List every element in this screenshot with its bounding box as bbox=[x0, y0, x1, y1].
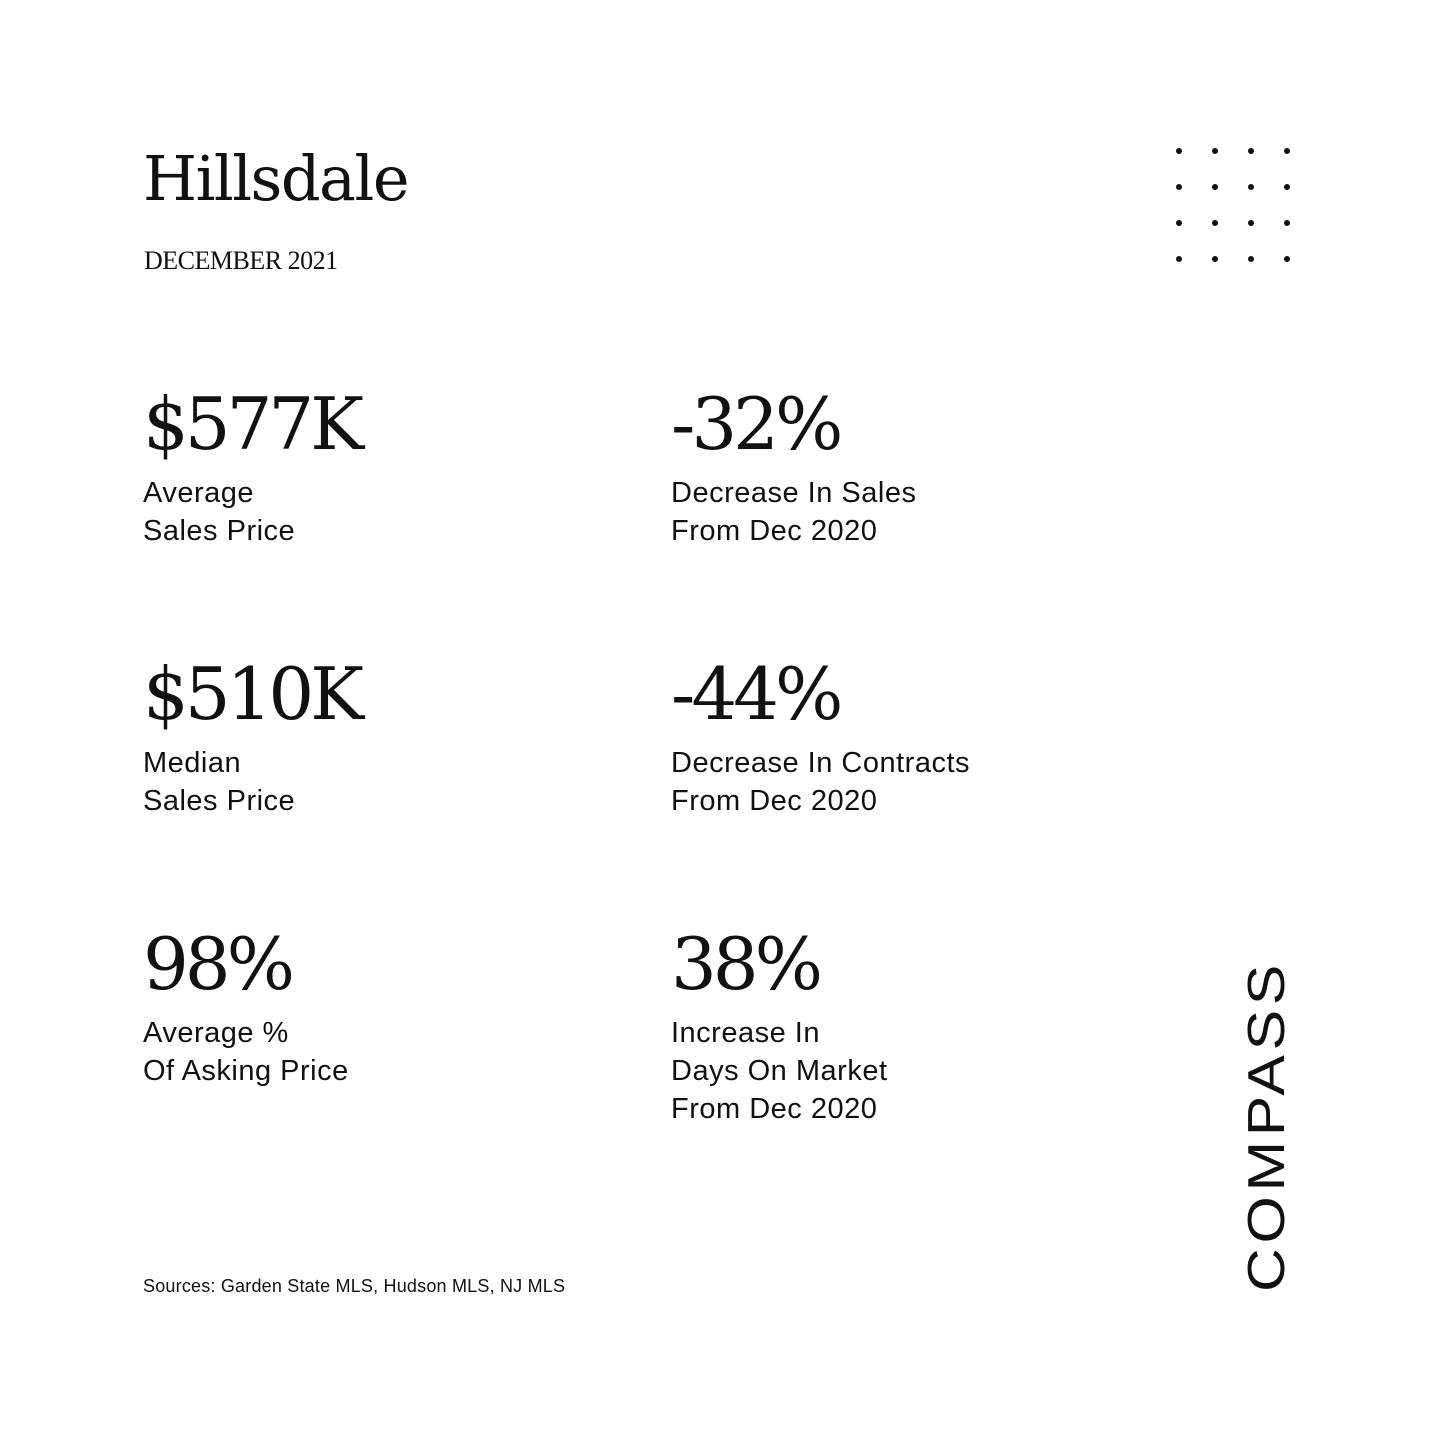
stat-label-line: Average % bbox=[143, 1017, 289, 1049]
stat-median-sales-price bbox=[143, 652, 361, 820]
stat-increase-days-on-market bbox=[671, 922, 888, 1128]
dot bbox=[1212, 220, 1218, 226]
dot-grid-icon bbox=[1176, 144, 1296, 264]
stat-decrease-in-contracts bbox=[671, 652, 971, 820]
dot bbox=[1248, 184, 1254, 190]
dot bbox=[1176, 184, 1182, 190]
page-title: Hillsdale bbox=[143, 142, 409, 215]
dot bbox=[1212, 148, 1218, 154]
stat-label bbox=[143, 1014, 349, 1090]
dot bbox=[1284, 256, 1290, 262]
stat-value: $577K bbox=[143, 382, 361, 466]
stat-label bbox=[143, 474, 360, 550]
dot bbox=[1176, 256, 1182, 262]
report-period: DECEMBER 2021 bbox=[144, 246, 338, 275]
stat-label-line: Of Asking Price bbox=[143, 1055, 349, 1087]
dot bbox=[1284, 220, 1290, 226]
stat-value: -32% bbox=[671, 382, 840, 466]
stat-label-line: Sales Price bbox=[143, 515, 296, 547]
dot bbox=[1212, 184, 1218, 190]
stat-label-line: Decrease In Sales bbox=[671, 477, 917, 509]
stat-label-line: Average bbox=[143, 477, 254, 509]
compass-logo-text: COMPASS bbox=[1238, 1007, 1296, 1292]
stat-decrease-in-sales bbox=[671, 382, 917, 550]
stat-label bbox=[671, 1014, 888, 1128]
stat-label-line: From Dec 2020 bbox=[671, 1093, 878, 1125]
dot bbox=[1176, 220, 1182, 226]
stat-label-line: From Dec 2020 bbox=[671, 785, 878, 817]
dot bbox=[1212, 256, 1218, 262]
dot bbox=[1248, 220, 1254, 226]
stat-label-line: Sales Price bbox=[143, 785, 296, 817]
stat-average-percent-asking bbox=[143, 922, 349, 1090]
dot bbox=[1248, 148, 1254, 154]
stat-label-line: From Dec 2020 bbox=[671, 515, 878, 547]
stat-average-sales-price bbox=[143, 382, 361, 550]
stat-label-line: Days On Market bbox=[671, 1055, 888, 1087]
stat-label-line: Increase In bbox=[671, 1017, 820, 1049]
stat-value: $510K bbox=[143, 652, 361, 736]
stat-value: 38% bbox=[671, 922, 820, 1006]
stat-label-line: Median bbox=[143, 747, 242, 779]
stat-label bbox=[671, 744, 970, 820]
stat-label-line: Decrease In Contracts bbox=[671, 747, 971, 779]
dot bbox=[1176, 148, 1182, 154]
dot bbox=[1284, 184, 1290, 190]
stat-label bbox=[143, 744, 360, 820]
stat-value: 98% bbox=[143, 922, 292, 1006]
sources-note: Sources: Garden State MLS, Hudson MLS, NJ MLS bbox=[143, 1276, 566, 1296]
dot bbox=[1284, 148, 1290, 154]
stat-value: -44% bbox=[671, 652, 840, 736]
dot bbox=[1248, 256, 1254, 262]
compass-logo bbox=[1238, 960, 1296, 1292]
stat-label bbox=[671, 474, 916, 550]
